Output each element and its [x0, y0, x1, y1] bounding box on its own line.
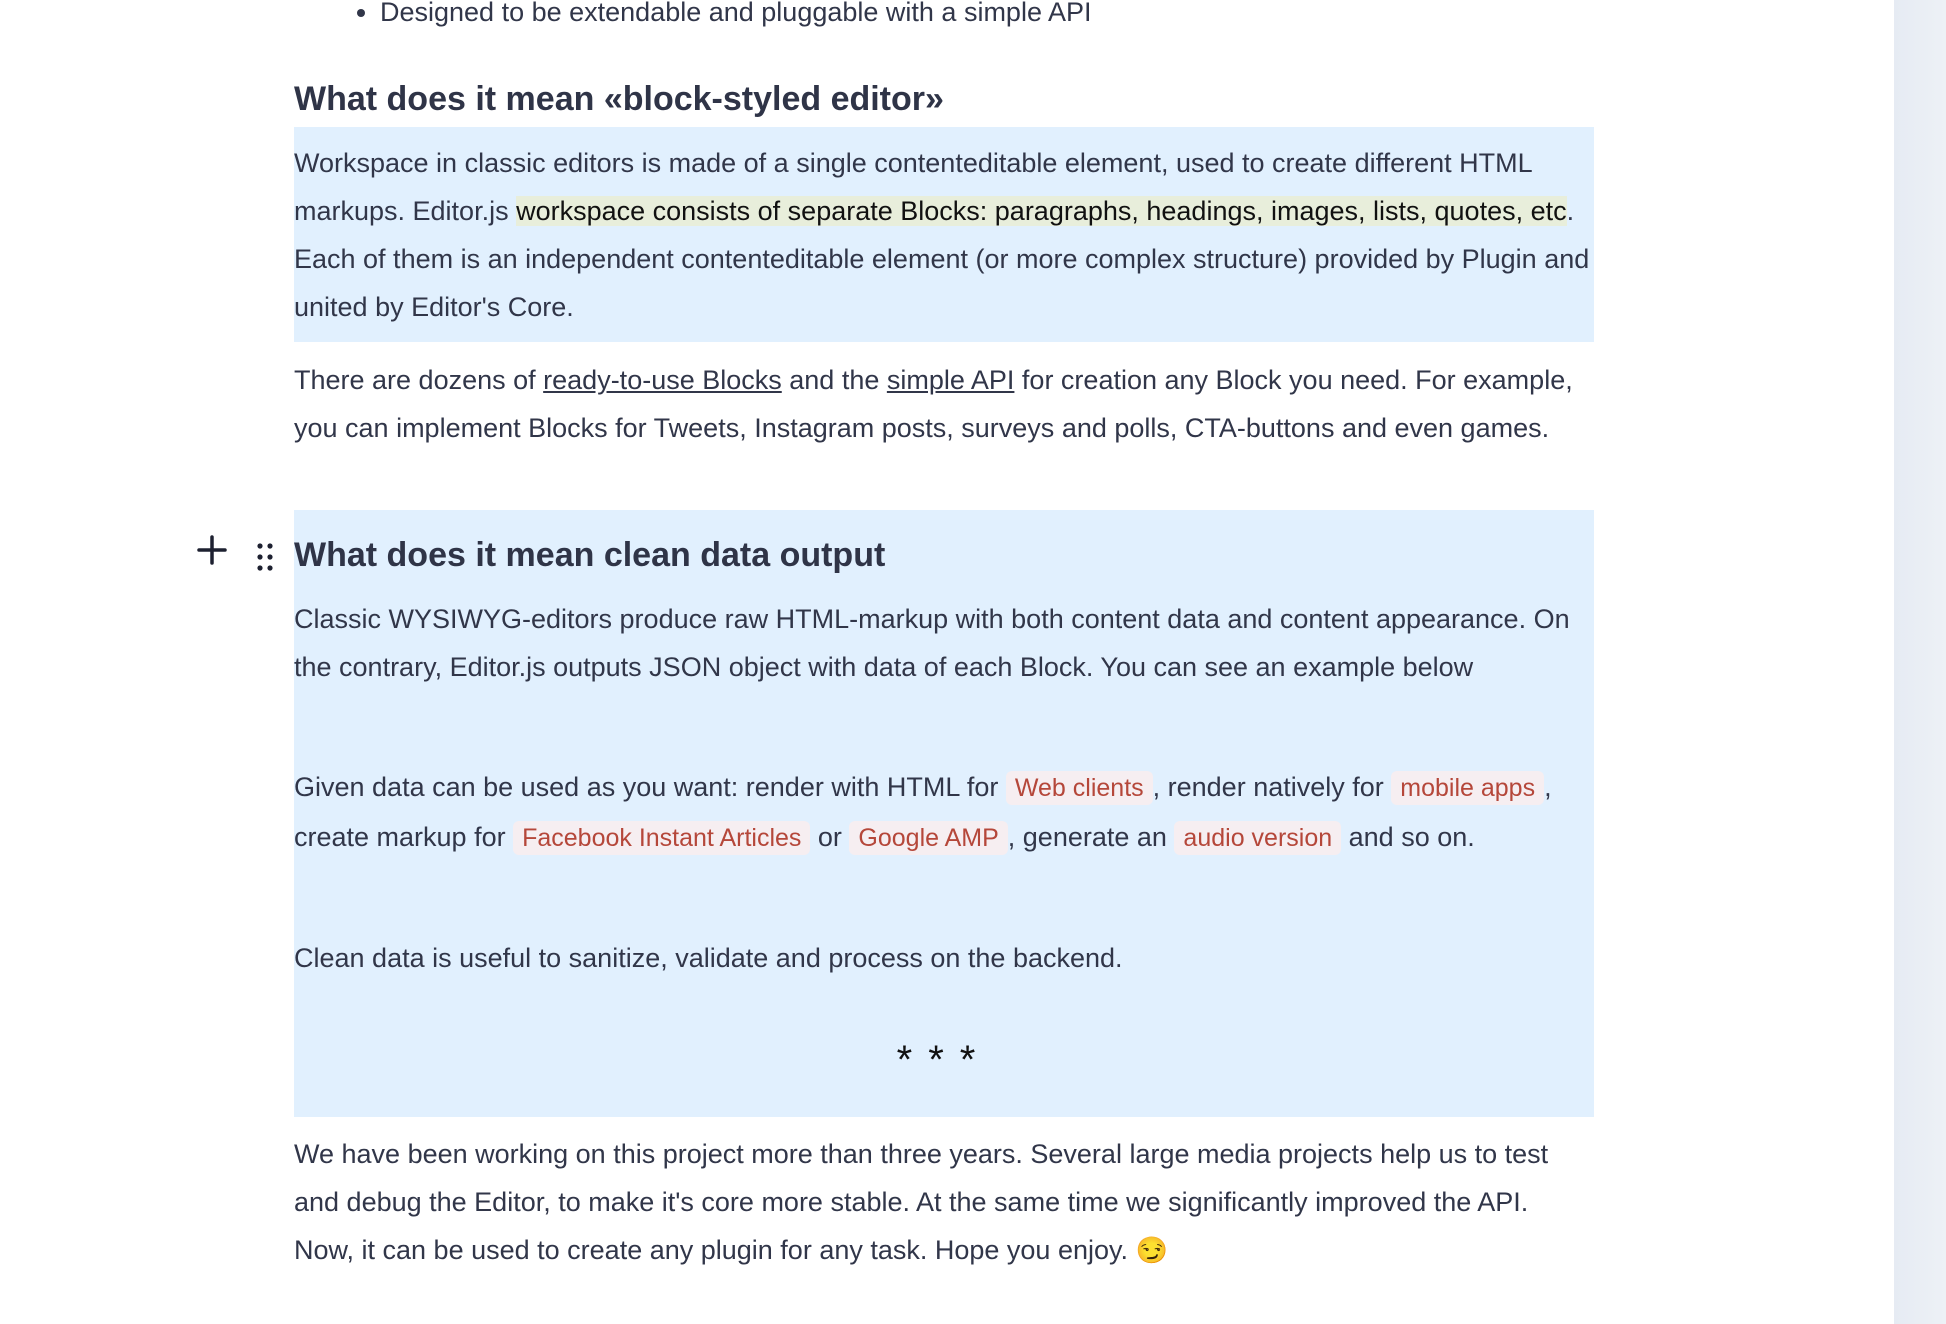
paragraph-clean-data[interactable]: Clean data is useful to sanitize, validate and process on the backend. [294, 943, 1123, 973]
smirk-emoji-icon: 😏 [1135, 1235, 1168, 1265]
inline-code: Google AMP [849, 821, 1007, 855]
ready-to-use-blocks-link[interactable]: ready-to-use Blocks [543, 365, 782, 395]
delimiter: *** [896, 1038, 992, 1082]
paragraph-wysiwyg[interactable]: Classic WYSIWYG-editors produce raw HTML-markup with both content data and content appearance. On the contrary, Editor.js outputs JSON object with data of each Block. You can see an example below [294, 604, 1570, 682]
plus-icon[interactable] [196, 534, 228, 566]
simple-api-link[interactable]: simple API [886, 365, 1015, 395]
drag-handle-icon[interactable] [256, 542, 274, 572]
inline-code: Web clients [1006, 771, 1153, 805]
paragraph-blocks[interactable] [294, 356, 1594, 452]
text: There are dozens of [294, 365, 544, 395]
heading-block-styled-editor[interactable]: What does it mean «block-styled editor» [294, 80, 944, 118]
paragraph-workspace[interactable] [294, 139, 1594, 331]
bullet-list [294, 0, 1594, 36]
inline-code: mobile apps [1391, 771, 1544, 805]
marker-highlight: workspace consists of separate Blocks: paragraphs, headings, images, lists, quotes, etc [516, 196, 1567, 226]
text: . Each of them is an independent contenteditable element (or more complex structure) provided by Plugin and united by Editor's Core. [294, 196, 1590, 322]
text: Given data can be used as you want: render with HTML for [294, 772, 1006, 802]
right-side-panel [1894, 0, 1946, 1324]
text: Workspace in classic editors is made of a single contenteditable element, used to create different HTML markups. Editor.js [294, 148, 1532, 226]
paragraph-given-data[interactable] [294, 763, 1594, 863]
text: for creation any Block you need. For example, you can implement Blocks for Tweets, Instagram posts, surveys and polls, CTA-buttons and even games. [294, 365, 1573, 443]
list-item: • Designed to be extendable and pluggable with a simple API [380, 0, 1594, 36]
inline-code: audio version [1174, 821, 1341, 855]
inline-code: Facebook Instant Articles [513, 821, 810, 855]
text: or [810, 822, 850, 852]
text: and the [781, 365, 887, 395]
text: , create markup for [294, 772, 1552, 852]
paragraph-final[interactable] [294, 1130, 1594, 1274]
text: , render natively for [1152, 772, 1392, 802]
text: , generate an [1007, 822, 1175, 852]
text: We have been working on this project more than three years. Several large media projects help us to test and debug the Editor, to make it's core more stable. At the same time we significantly improved the API. Now, it can be used to create any plugin for any task. Hope you enjoy. [294, 1139, 1549, 1265]
heading-clean-data-output[interactable]: What does it mean clean data output [294, 536, 886, 574]
text: and so on. [1341, 822, 1475, 852]
